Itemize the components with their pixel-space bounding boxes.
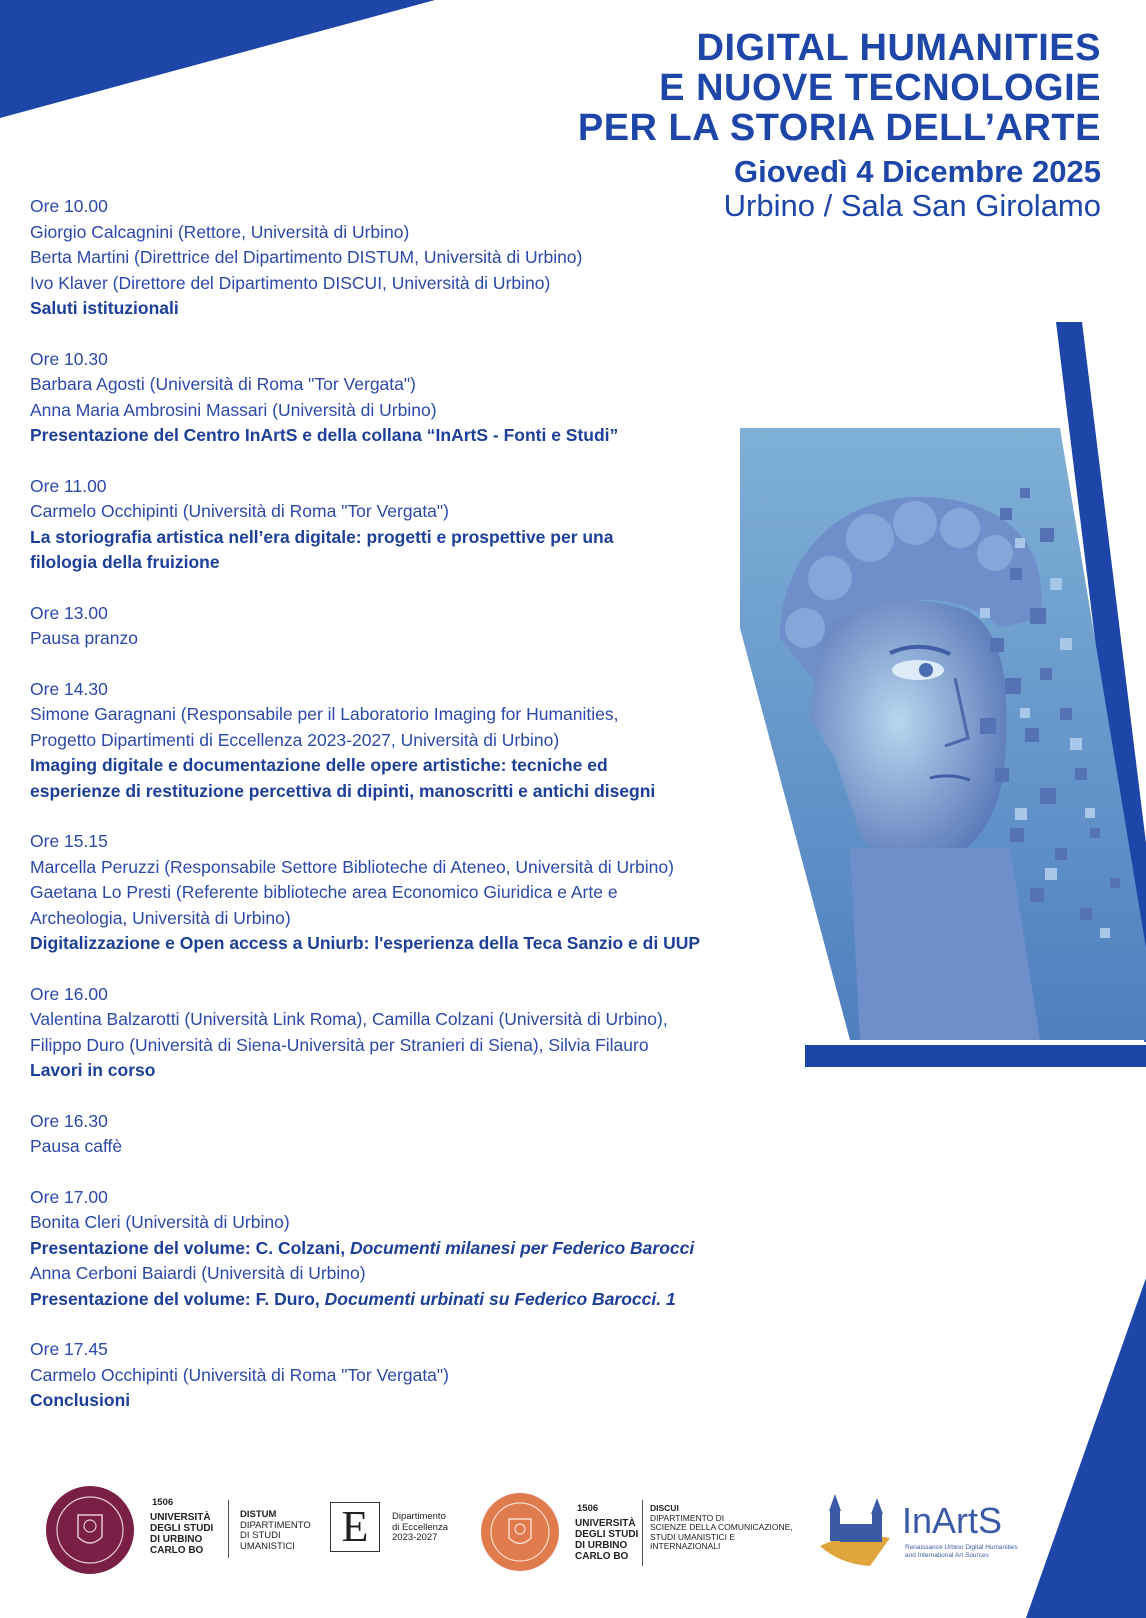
book-presentation bbox=[30, 1287, 810, 1313]
discui-line: STUDI UMANISTICI E bbox=[650, 1531, 736, 1542]
title-line: E NUOVE TECNOLOGIE bbox=[659, 67, 1101, 109]
eccellenza-line: 2023-2027 bbox=[392, 1532, 438, 1543]
session-title: esperienze di restituzione percettiva di dipinti, manoscritti e antichi disegni bbox=[30, 780, 656, 801]
uniurb-name-line: DI URBINO bbox=[575, 1540, 628, 1551]
speaker: Giorgio Calcagnini (Rettore, Università di Urbino) bbox=[30, 221, 410, 242]
uniurb-name bbox=[150, 1512, 213, 1556]
session-title: filologia della fruizione bbox=[30, 552, 220, 572]
eccellenza-line: di Eccellenza bbox=[392, 1521, 448, 1533]
speaker: Progetto Dipartimenti di Eccellenza 2023-2027, Università di Urbino) bbox=[30, 729, 560, 750]
session-title: La storiografia artistica nell’era digitale: progetti e prospettive per una bbox=[30, 526, 614, 547]
inarts-subtitle bbox=[905, 1544, 1018, 1559]
speaker: Gaetana Lo Presti (Referente biblioteche area Economico Giuridica e Arte e bbox=[30, 882, 618, 902]
discui-line: SCIENZE DELLA COMUNICAZIONE, bbox=[650, 1522, 793, 1532]
session-time: Ore 17.45 bbox=[30, 1339, 108, 1359]
session-time: Ore 16.30 bbox=[30, 1110, 108, 1131]
session-time: Ore 17.00 bbox=[30, 1186, 108, 1207]
session bbox=[30, 601, 810, 652]
speaker: Ivo Klaver (Direttore del Dipartimento DISCUI, Università di Urbino) bbox=[30, 272, 551, 293]
divider bbox=[228, 1500, 229, 1558]
inarts-castle-icon bbox=[810, 1486, 895, 1571]
session-title: Conclusioni bbox=[30, 1390, 131, 1410]
speaker: Carmelo Occhipinti (Università di Roma "Tor Vergata") bbox=[30, 501, 449, 521]
book-title: Documenti milanesi per Federico Barocci bbox=[349, 1237, 695, 1258]
inarts-subtitle-line: and International Art Sources bbox=[905, 1551, 989, 1559]
session bbox=[30, 1109, 810, 1160]
uniurb-name-line: CARLO BO bbox=[575, 1551, 629, 1562]
logos-row bbox=[0, 1480, 1146, 1590]
session-title: Saluti istituzionali bbox=[30, 298, 179, 318]
break-label: Pausa caffè bbox=[30, 1136, 123, 1156]
uniurb-name-line: DEGLI STUDI bbox=[150, 1523, 214, 1534]
uniurb-seal-orange-logo bbox=[480, 1492, 560, 1572]
speaker: Archeologia, Università di Urbino) bbox=[30, 907, 291, 928]
presentation-label: Presentazione del volume: F. Duro, bbox=[30, 1288, 325, 1309]
distum-line: DIPARTIMENTO bbox=[240, 1519, 311, 1531]
session-title: Lavori in corso bbox=[30, 1060, 156, 1080]
eccellenza-text bbox=[392, 1512, 448, 1544]
title-line: DIGITAL HUMANITIES bbox=[696, 27, 1101, 69]
uniurb-year: 1506 bbox=[577, 1503, 599, 1514]
top-left-triangle bbox=[0, 0, 435, 118]
session bbox=[30, 194, 810, 322]
session-title: Digitalizzazione e Open access a Uniurb: l'esperienza della Teca Sanzio e di UUP bbox=[30, 933, 701, 953]
book-presentation bbox=[30, 1236, 810, 1262]
session bbox=[30, 677, 810, 805]
session bbox=[30, 1185, 810, 1313]
uniurb-name-line: DI URBINO bbox=[150, 1534, 203, 1545]
uniurb-seal-logo bbox=[45, 1485, 135, 1575]
event-place: Urbino / Sala San Girolamo bbox=[723, 188, 1101, 223]
session bbox=[30, 474, 810, 576]
speaker: Anna Cerboni Baiardi (Università di Urbino) bbox=[30, 1263, 366, 1283]
distum-head: DISTUM bbox=[240, 1509, 277, 1520]
inarts-subtitle-line: Renaissance Urbino Digital Humanities bbox=[905, 1544, 1018, 1551]
discui-line: INTERNAZIONALI bbox=[650, 1541, 721, 1551]
speaker: Bonita Cleri (Università di Urbino) bbox=[30, 1212, 290, 1232]
distum-line: UMANISTICI bbox=[240, 1540, 295, 1552]
uniurb-year: 1506 bbox=[152, 1497, 174, 1508]
speaker: Barbara Agosti (Università di Roma "Tor Vergata") bbox=[30, 374, 416, 394]
session bbox=[30, 1337, 810, 1414]
speaker: Simone Garagnani (Responsabile per il Laboratorio Imaging for Humanities, bbox=[30, 704, 619, 724]
speaker: Marcella Peruzzi (Responsabile Settore Biblioteche di Ateneo, Università di Urbino) bbox=[30, 856, 674, 877]
speaker: Filippo Duro (Università di Siena-Università per Stranieri di Siena), Silvia Filauro bbox=[30, 1034, 649, 1055]
eccellenza-e-logo: E bbox=[330, 1502, 380, 1552]
discui-head: DISCUI bbox=[650, 1503, 679, 1513]
session bbox=[30, 347, 810, 449]
divider bbox=[642, 1500, 643, 1566]
speaker: Anna Maria Ambrosini Massari (Università di Urbino) bbox=[30, 399, 437, 420]
uniurb-name-line: DEGLI STUDI bbox=[575, 1529, 639, 1540]
session-time: Ore 10.00 bbox=[30, 196, 108, 216]
discui-line: DIPARTIMENTO DI bbox=[650, 1512, 725, 1523]
break-label: Pausa pranzo bbox=[30, 628, 138, 648]
session bbox=[30, 829, 810, 957]
title-line: PER LA STORIA DELL’ARTE bbox=[577, 107, 1101, 149]
session-time: Ore 13.00 bbox=[30, 602, 108, 623]
blue-horizontal-bar bbox=[805, 1045, 1146, 1067]
discui-logo bbox=[650, 1504, 793, 1552]
distum-logo bbox=[240, 1510, 311, 1552]
session-title: Presentazione del Centro InArtS e della collana “InArtS - Fonti e Studi” bbox=[30, 425, 619, 445]
speaker: Berta Martini (Direttrice del Dipartimento DISTUM, Università di Urbino) bbox=[30, 247, 583, 267]
inarts-name: InArtS bbox=[902, 1500, 1003, 1541]
presentation-label: Presentazione del volume: C. Colzani, bbox=[30, 1237, 350, 1258]
uniurb-name bbox=[575, 1518, 638, 1562]
speaker: Carmelo Occhipinti (Università di Roma "Tor Vergata") bbox=[30, 1364, 449, 1385]
book-title: Documenti urbinati su Federico Barocci. 1 bbox=[324, 1288, 676, 1309]
distum-line: DI STUDI bbox=[240, 1530, 281, 1541]
speaker: Valentina Balzarotti (Università Link Roma), Camilla Colzani (Università di Urbino), bbox=[30, 1009, 668, 1029]
eccellenza-line: Dipartimento bbox=[392, 1511, 446, 1522]
session-time: Ore 10.30 bbox=[30, 348, 108, 369]
session-time: Ore 16.00 bbox=[30, 983, 108, 1004]
uniurb-name-line: UNIVERSITÀ bbox=[150, 1512, 211, 1523]
event-title bbox=[578, 28, 1101, 148]
uniurb-name-line: CARLO BO bbox=[150, 1545, 204, 1556]
session-time: Ore 14.30 bbox=[30, 678, 108, 699]
event-date: Giovedì 4 Dicembre 2025 bbox=[733, 154, 1101, 189]
program-list bbox=[30, 194, 810, 1439]
session-time: Ore 15.15 bbox=[30, 831, 108, 851]
session bbox=[30, 982, 810, 1084]
session-title: Imaging digitale e documentazione delle opere artistiche: tecniche ed bbox=[30, 755, 608, 775]
session-time: Ore 11.00 bbox=[30, 475, 107, 496]
uniurb-name-line: UNIVERSITÀ bbox=[575, 1518, 636, 1529]
